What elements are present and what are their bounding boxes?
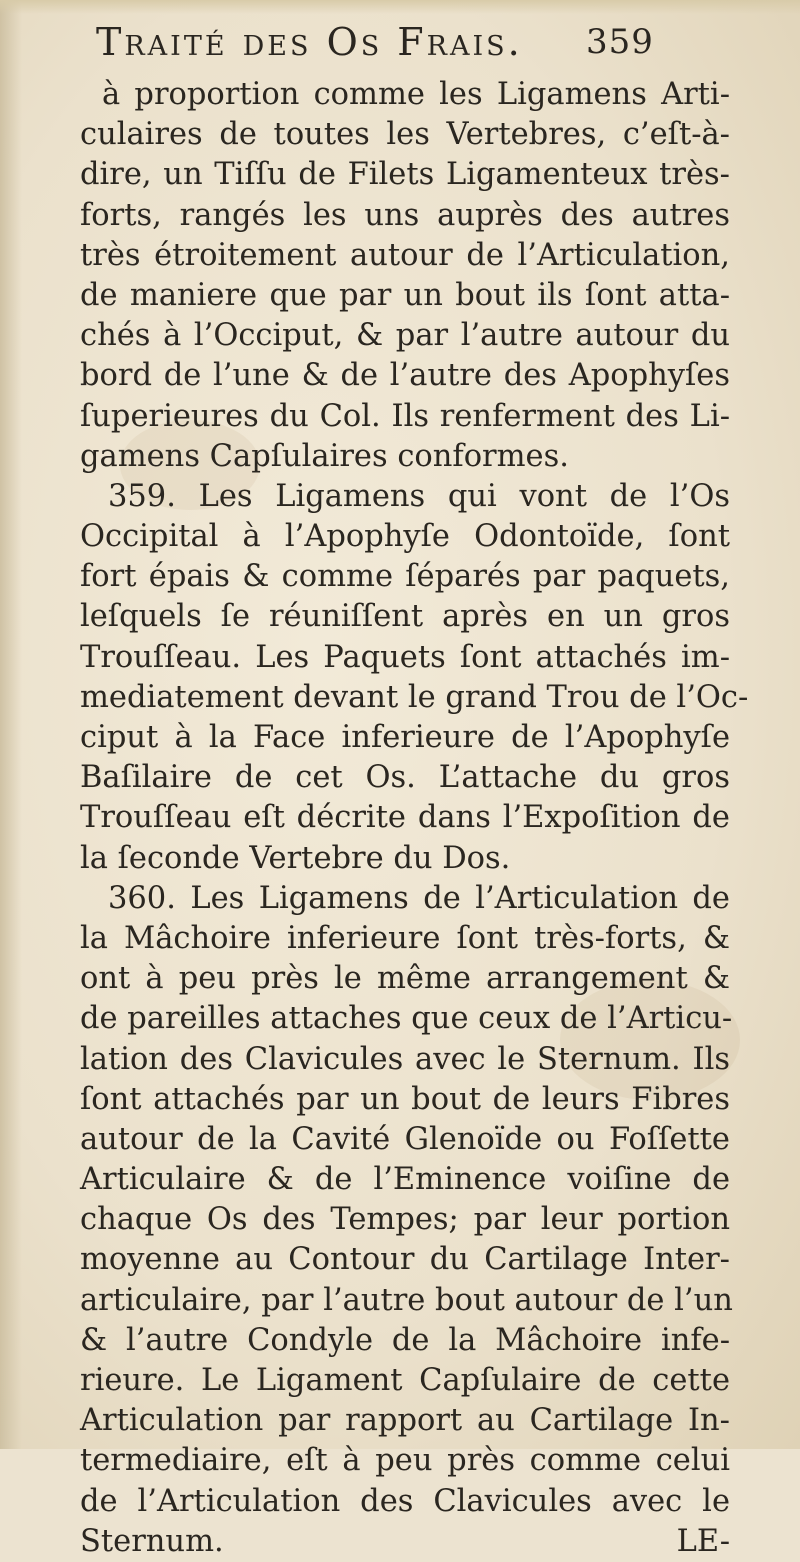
final-line <box>80 1522 730 1562</box>
paragraph-start-360: 360. Les Ligamens de l’Articulation de <box>108 880 730 916</box>
text-line: moyenne au Contour du Cartilage Inter- <box>80 1242 730 1278</box>
text-line: mediatement devant le grand Trou de l’Oc- <box>80 679 749 715</box>
text-line: forts, rangés les uns auprès des autres <box>80 197 730 233</box>
text-line: autour de la Cavité Glenoïde ou Foſſette <box>80 1121 730 1157</box>
page-number: 359 <box>586 22 654 62</box>
text-line: Articulaire & de l’Eminence voiſine de <box>80 1162 730 1198</box>
page-edge-shadow <box>0 0 22 1449</box>
text-line: ſont attachés par un bout de leurs Fibres <box>80 1081 730 1117</box>
text-line: fort épais & comme ſéparés par paquets, <box>80 559 730 595</box>
text-line: & l’autre Condyle de la Mâchoire infe- <box>80 1322 730 1358</box>
body-text <box>80 75 749 1562</box>
text-line: rieure. Le Ligament Capſulaire de cette <box>80 1363 730 1398</box>
text-line: culaires de toutes les Vertebres, c’eſt-à- <box>80 117 730 153</box>
text-line: leſquels ſe réuniſſent après en un gros <box>80 599 730 635</box>
text-line: Sternum. <box>80 1523 224 1559</box>
text-line: la Mâchoire inferieure ſont très-forts, & <box>80 920 730 956</box>
text-line: articulaire, par l’autre bout autour de l’un <box>80 1282 733 1318</box>
text-line: dire, un Tiſſu de Filets Ligamenteux très- <box>80 157 730 193</box>
text-line: Trouſſeau. Les Paquets ſont attachés im- <box>80 639 730 675</box>
text-line: Occipital à l’Apophyſe Odontoïde, ſont <box>80 519 730 555</box>
text-line: ciput à la Face inferieure de l’Apophyſe <box>80 720 730 755</box>
text-line: bord de l’une & de l’autre des Apophyſes <box>80 358 730 394</box>
page-header <box>96 12 656 72</box>
text-line: de l’Articulation des Clavicules avec le <box>80 1483 730 1519</box>
text-line: Trouſſeau eſt décrite dans l’Expoſition de <box>80 800 730 836</box>
text-line: la ſeconde Vertebre du Dos. <box>80 840 511 876</box>
text-line: à proportion comme les Ligamens Arti- <box>102 77 730 112</box>
text-line: ſuperieures du Col. Ils renferment des Li- <box>80 398 730 434</box>
paragraph-start-359: 359. Les Ligamens qui vont de l’Os <box>108 478 730 514</box>
running-title: Traité des Os Frais. <box>96 20 523 64</box>
text-line: de maniere que par un bout ils ſont atta- <box>80 277 730 313</box>
text-line: de pareilles attaches que ceux de l’Articu- <box>80 1001 733 1037</box>
text-line: Baſilaire de cet Os. L’attache du gros <box>80 760 730 796</box>
text-line: chaque Os des Tempes; par leur portion <box>80 1202 730 1238</box>
text-line: Articulation par rapport au Cartilage In- <box>80 1403 730 1439</box>
text-line: lation des Clavicules avec le Sternum. Ils <box>80 1041 730 1077</box>
text-line: très étroitement autour de l’Articulation, <box>80 237 730 273</box>
text-line: termediaire, eſt à peu près comme celui <box>80 1443 730 1479</box>
text-line: gamens Capſulaires conformes. <box>80 438 569 474</box>
text-line: ont à peu près le même arrangement & <box>80 961 730 997</box>
catchword: LE- <box>676 1523 730 1559</box>
text-line: chés à l’Occiput, & par l’autre autour du <box>80 318 730 354</box>
